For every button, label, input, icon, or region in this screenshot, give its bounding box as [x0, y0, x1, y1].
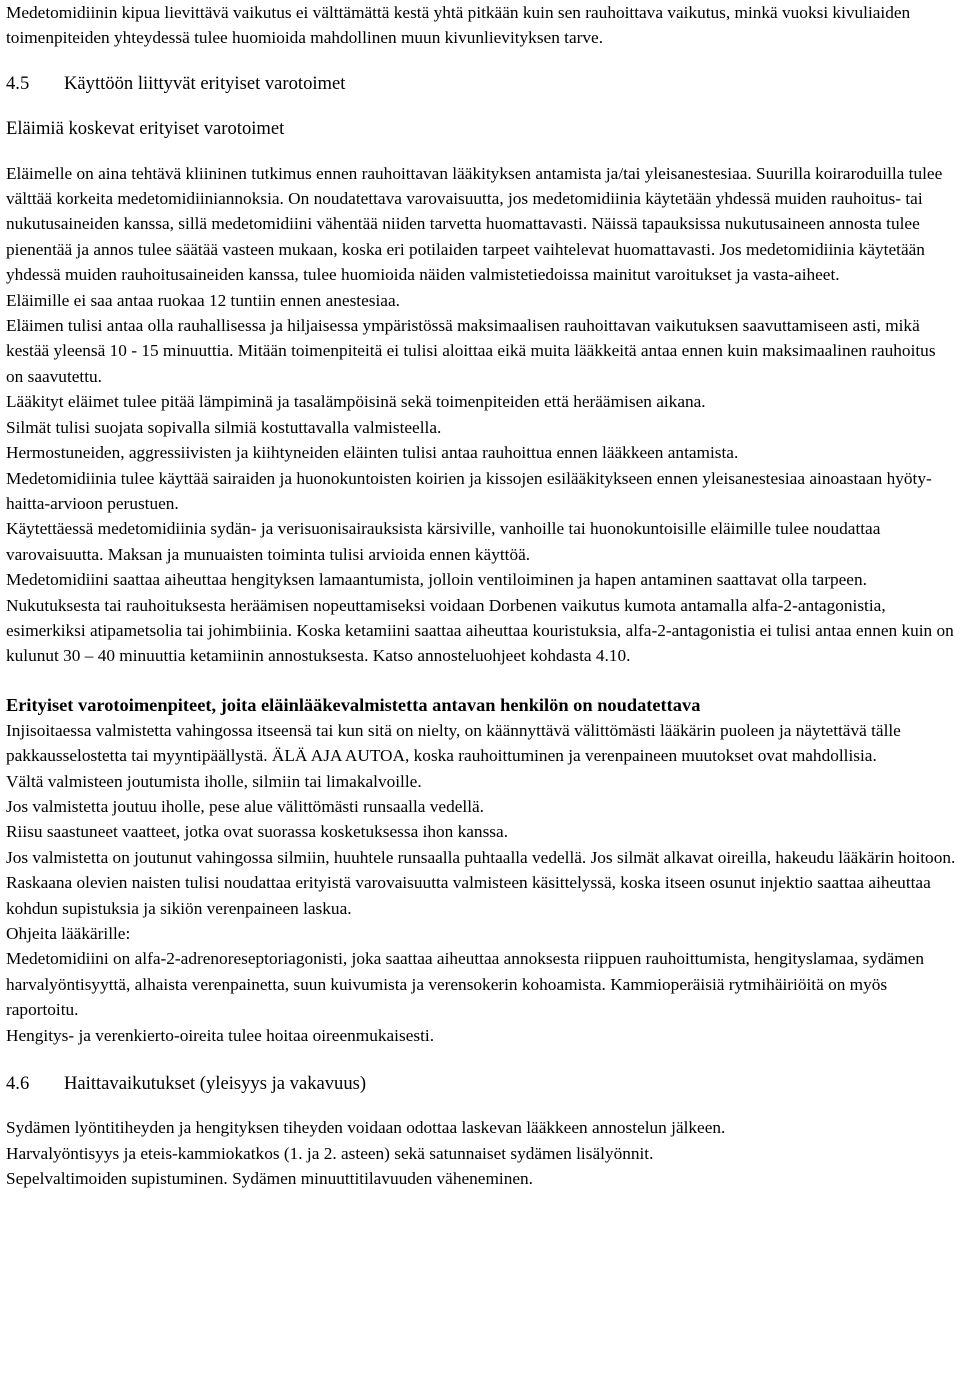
paragraph: Eläimille ei saa antaa ruokaa 12 tuntiin ennen anestesiaa.	[6, 290, 400, 310]
paragraph: Injisoitaessa valmistetta vahingossa itseensä tai kun sitä on nielty, on käännyttävä välittömästi lääkärin puoleen ja näytettävä tälle pakkausselostetta tai myyntipäällystä. ÄLÄ AJA AUTOA, koska rauhoittuminen ja verenpaineen muutokset ovat mahdollisia.	[6, 720, 901, 766]
paragraph: Lääkityt eläimet tulee pitää lämpiminä ja tasalämpöisinä sekä toimenpiteiden että heräämisen aikana.	[6, 392, 706, 412]
section-heading-4-5	[6, 71, 956, 96]
spacer	[6, 1096, 956, 1115]
paragraph: Sepelvaltimoiden supistuminen. Sydämen minuuttitilavuuden väheneminen.	[6, 1169, 533, 1189]
paragraph: Hengitys- ja verenkierto-oireita tulee hoitaa oireenmukaisesti.	[6, 1025, 435, 1045]
subheading-handler-precautions: Erityiset varotoimenpiteet, joita eläinlääkevalmistetta antavan henkilön on noudatettava	[6, 694, 701, 715]
paragraph: Vältä valmisteen joutumista iholle, silmiin tai limakalvoille.	[6, 771, 422, 791]
paragraph: Jos valmistetta on joutunut vahingossa silmiin, huuhtele runsaalla puhtaalla vedellä. Jos silmät alkavat oireilla, hakeudu lääkärin hoitoon.	[6, 847, 956, 867]
spacer	[6, 1048, 956, 1071]
paragraph: Käytettäessä medetomidiinia sydän- ja verisuonisairauksista kärsiville, vanhoille tai huonokuntoisille eläimille tulee noudattaa varovaisuutta. Maksan ja munuaisten toiminta tulisi arvioida ennen käyttöä.	[6, 519, 881, 564]
document-page	[6, 0, 956, 1192]
section-number: 4.6	[6, 1073, 30, 1095]
spacer	[6, 142, 956, 161]
intro-paragraph: Medetomidiinin kipua lievittävä vaikutus ei välttämättä kestä yhtä pitkään kuin sen rauhoittava vaikutus, minkä vuoksi kivuliaiden toimenpiteiden yhteydessä tulee huomioida mahdollinen muun kivunlievityksen tarve.	[6, 3, 911, 48]
paragraph: Riisu saastuneet vaatteet, jotka ovat suorassa kosketuksessa ihon kanssa.	[6, 822, 509, 842]
section-title: Haittavaikutukset (yleisyys ja vakavuus)	[64, 1073, 367, 1095]
paragraph: Ohjeita lääkärille:	[6, 924, 131, 943]
paragraph: Silmät tulisi suojata sopivalla silmiä kostuttavalla valmisteella.	[6, 417, 442, 437]
paragraph: Raskaana olevien naisten tulisi noudattaa erityistä varovaisuutta valmisteen käsittelyssä, koska itseen osunut injektio saattaa aiheuttaa kohdun supistuksia ja sikiön verenpaineen laskua.	[6, 873, 931, 918]
paragraph: Eläimen tulisi antaa olla rauhallisessa ja hiljaisessa ympäristössä maksimaalisen rauhoittavan vaikutuksen saavuttamiseen asti, mikä kestää yleensä 10 - 15 minuuttia. Mitään toimenpiteitä ei tulisi aloittaa eikä muita lääkkeitä antaa ennen kuin maksimaalinen rauhoitus on saavutettu.	[6, 316, 936, 386]
paragraph: Eläimelle on aina tehtävä kliininen tutkimus ennen rauhoittavan lääkityksen antamista ja/tai yleisanestesiaa. Suurilla koiraroduilla tulee välttää korkeita medetomidiiniannoksia. On noudatettava varovaisuutta, jos medetomidiinia käytetään yhdessä muiden rauhoitus- tai nukutusaineiden kanssa, sillä medetomidiini vähentää niiden tarvetta huomattavasti. Näissä tapauksissa nukutusaineen annosta tulee pienentää ja annos tulee säätää vasteen mukaan, koska eri potilaiden tarpeet vaihtelevat huomattavasti. Jos medetomidiinia käytetään yhdessä muiden rauhoitusaineiden kanssa, tulee huomioida näiden valmistetiedoissa mainitut varoitukset ja vasta-aiheet.	[6, 163, 943, 285]
paragraph: Jos valmistetta joutuu iholle, pese alue välittömästi runsaalla vedellä.	[6, 796, 484, 816]
paragraph: Hermostuneiden, aggressiivisten ja kiihtyneiden eläinten tulisi antaa rauhoittua ennen lääkkeen antamista.	[6, 443, 739, 463]
paragraph: Harvalyöntisyys ja eteis-kammiokatkos (1. ja 2. asteen) sekä satunnaiset sydämen lisälyönnit.	[6, 1143, 654, 1163]
section-heading-4-6	[6, 1071, 956, 1096]
subheading-animals: Eläimiä koskevat erityiset varotoimet	[6, 118, 285, 140]
paragraph: Sydämen lyöntitiheyden ja hengityksen tiheyden voidaan odottaa laskevan lääkkeen annostelun jälkeen.	[6, 1118, 726, 1138]
spacer	[6, 51, 956, 71]
section-title: Käyttöön liittyvät erityiset varotoimet	[64, 72, 346, 94]
section-number: 4.5	[6, 72, 30, 94]
spacer	[6, 669, 956, 692]
paragraph: Medetomidiini saattaa aiheuttaa hengityksen lamaantumista, jolloin ventiloiminen ja hapen antaminen saattavat olla tarpeen.	[6, 570, 867, 590]
spacer	[6, 96, 956, 116]
paragraph: Medetomidiini on alfa-2-adrenoreseptoriagonisti, joka saattaa aiheuttaa annoksesta riippuen rauhoittumista, hengityslamaa, sydämen harvalyöntisyyttä, alhaista verenpainetta, suun kuivumista ja verensokerin kohoamista. Kammioperäisiä rytmihäiriöitä on myös raportoitu.	[6, 949, 925, 1020]
paragraph: Nukutuksesta tai rauhoituksesta heräämisen nopeuttamiseksi voidaan Dorbenen vaikutus kumota antamalla alfa-2-antagonistia, esimerkiksi atipametsolia tai johimbiinia. Koska ketamiini saattaa aiheuttaa kouristuksia, alfa-2-antagonistia ei tulisi antaa ennen kuin on kulunut 30 – 40 minuuttia ketamiinin annostuksesta. Katso annosteluohjeet kohdasta 4.10.	[6, 595, 954, 666]
paragraph: Medetomidiinia tulee käyttää sairaiden ja huonokuntoisten koirien ja kissojen esilääkitykseen ennen yleisanestesiaa ainoastaan hyöty-haitta-arvioon perustuen.	[6, 468, 932, 513]
